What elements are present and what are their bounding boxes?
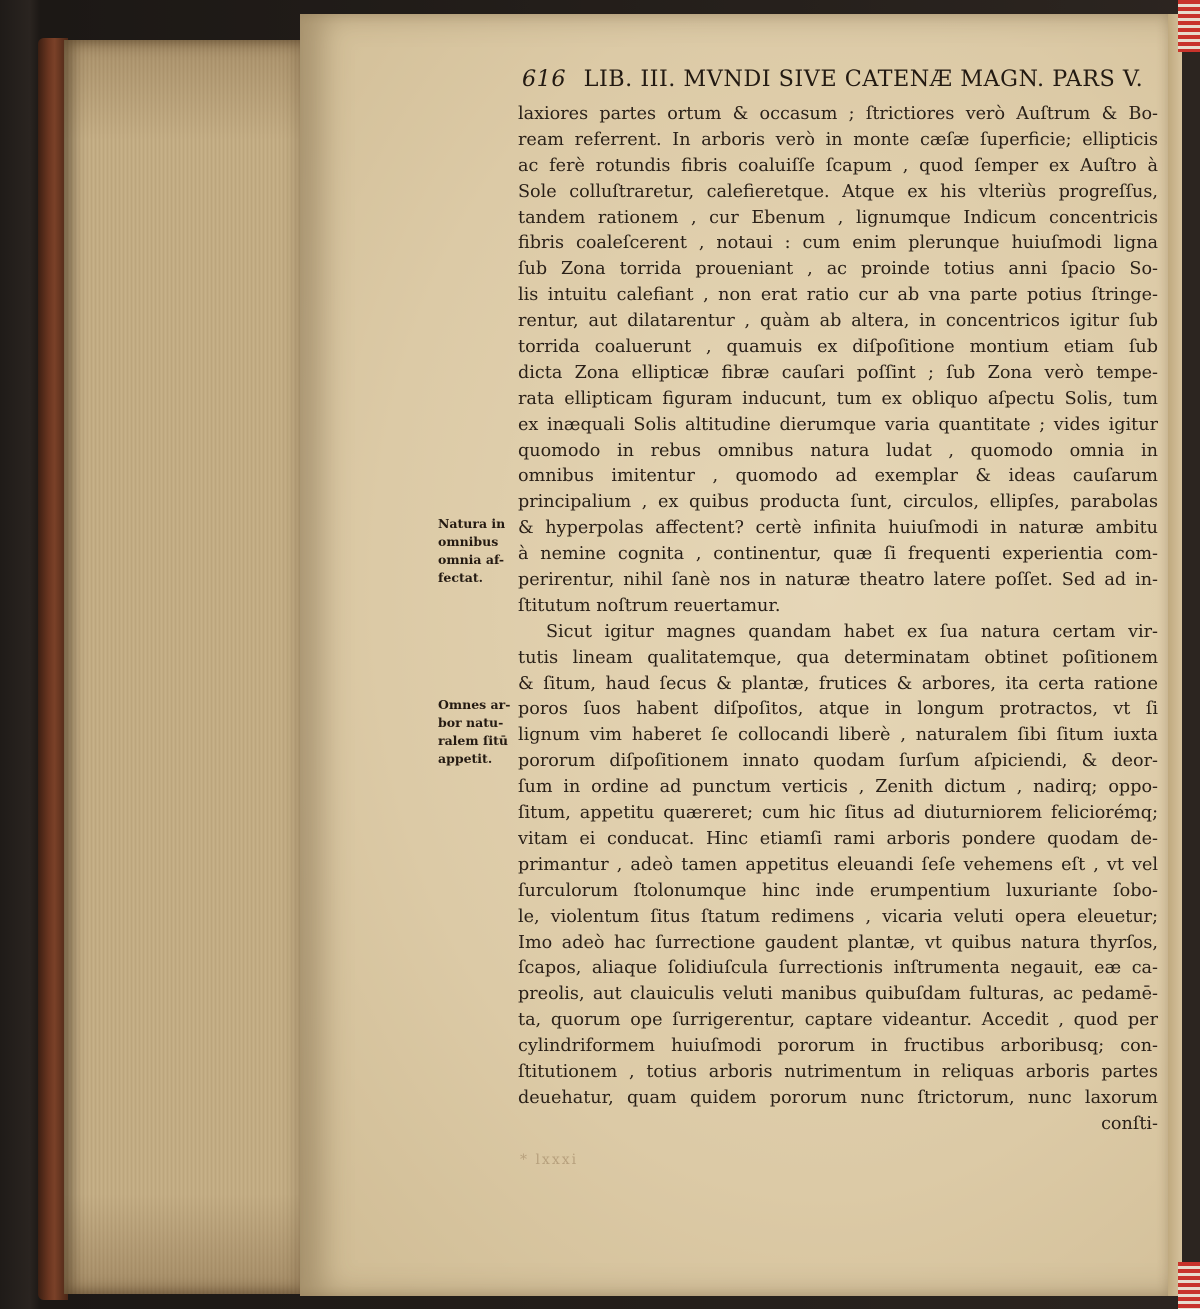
running-title: LIB. III. MVNDI SIVE CATENÆ MAGN. PARS V. (583, 66, 1144, 92)
text-line: deuehatur, quam quidem pororum nunc ſtrictorum, nunc laxorum (518, 1087, 1158, 1108)
catchword: conſti- (1101, 1113, 1158, 1134)
marginal-line: ralem ſitū (438, 733, 508, 748)
marginal-line: Omnes ar- (438, 697, 511, 712)
text-line: principalium , ex quibus producta ſunt, circulos, ellipſes, parabolas (518, 492, 1158, 513)
text-line: ta, quorum ope ſurrigerentur, captare videantur. Accedit , quod per (518, 1010, 1158, 1031)
marginal-line: appetit. (438, 751, 493, 766)
text-line: ſurculorum ſtolonumque hinc inde erumpentium luxuriante ſobo- (518, 880, 1158, 901)
marginal-line: omnia af- (438, 552, 505, 567)
next-page-edge (1168, 14, 1182, 1296)
marginal-note-natura (438, 515, 516, 587)
text-line: lignum vim haberet ſe collocandi liberè , naturalem ſibi ſitum iuxta (518, 725, 1158, 746)
text-line: vitam ei conducat. Hinc etiamſi rami arboris pondere quodam de- (518, 828, 1158, 849)
signature-mark: * lxxxi (520, 1152, 579, 1168)
marginal-line: Natura in (438, 516, 506, 531)
text-line: Sole colluſtraretur, calefieretque. Atque ex his vlteriùs progreſſus, (518, 181, 1158, 202)
red-ribbon-top (1178, 0, 1200, 52)
text-line: à nemine cognita , continentur, quæ ſi frequenti experientia com- (518, 544, 1158, 565)
text-line: ac ferè rotundis fibris coaluiſſe ſcapum , quod ſemper ex Auſtro à (518, 155, 1158, 176)
text-line: ſtitutionem , totius arboris nutrimentum in reliquas arboris partes (518, 1061, 1158, 1082)
text-line: rata ellipticam figuram inducunt, tum ex obliquo aſpectu Solis, tum (518, 388, 1158, 409)
text-line: preolis, aut clauiculis veluti manibus quibuſdam fulturas, ac pedamē- (518, 984, 1158, 1005)
text-line: fibris coaleſcerent , notaui : cum enim plerunque huiuſmodi ligna (518, 233, 1158, 254)
text-line: ſcapos, aliaque ſolidiuſcula ſurrectionis inſtrumenta negauit, eæ ca- (518, 958, 1158, 979)
text-line: & ſitum, haud ſecus & plantæ, frutices & arbores, ita certa ratione (518, 673, 1158, 694)
marginal-line: omnibus (438, 534, 499, 549)
text-line: torrida coaluerunt , quamuis ex diſpoſitione montium etiam ſub (518, 337, 1158, 358)
text-line: Imo adeò hac ſurrectione gaudent plantæ, vt quibus natura thyrſos, (518, 932, 1158, 953)
text-line: cylindriformem huiuſmodi pororum in fructibus arboribusq; con- (518, 1036, 1158, 1057)
page-number: 616 (522, 66, 567, 92)
text-line: primantur , adeò tamen appetitus eleuandi ſeſe vehemens eſt , vt vel (518, 854, 1158, 875)
red-ribbon-bottom (1178, 1262, 1200, 1309)
text-line: tandem rationem , cur Ebenum , lignumque Indicum concentricis (518, 207, 1158, 228)
text-line: rentur, aut dilatarentur , quàm ab altera, in concentricos igitur ſub (518, 311, 1158, 332)
page-edges (64, 40, 310, 1294)
body-text (518, 102, 1158, 1138)
text-line: & hyperpolas affectent? certè infinita huiuſmodi in naturæ ambitu (518, 518, 1158, 539)
marginal-note-omnes-arbor (438, 696, 516, 768)
text-line: poros ſuos habent diſpoſitos, atque in longum protractos, vt ſi (518, 699, 1158, 720)
text-line: ex inæquali Solis altitudine dierumque varia quantitate ; vides igitur (518, 414, 1158, 435)
marginal-line: bor natu- (438, 715, 504, 730)
text-line: lis intuitu calefiant , non erat ratio cur ab vna parte potius ſtringe- (518, 285, 1158, 306)
text-line: ſtitutum noſtrum reuertamur. (518, 595, 781, 616)
text-line: quomodo in rebus omnibus natura ludat , quomodo omnia in (518, 440, 1158, 461)
text-line: ream referrent. In arboris verò in monte cæſæ ſuperficie; ellipticis (518, 129, 1158, 150)
text-line: ſitum, appetitu quæreret; cum hic ſitus ad diuturniorem feliciorémq; (518, 803, 1158, 824)
running-header (522, 66, 1143, 92)
text-line: pororum diſpoſitionem innato quodam ſurſum aſpiciendi, & deor- (518, 751, 1158, 772)
text-line: laxiores partes ortum & occasum ; ſtrictiores verò Auſtrum & Bo- (518, 104, 1158, 124)
text-line: tutis lineam qualitatemque, qua determinatam obtinet poſitionem (518, 647, 1158, 668)
text-line: ſum in ordine ad punctum verticis , Zenith dictum , nadirq; oppo- (518, 777, 1158, 798)
text-line: Sicut igitur magnes quandam habet ex ſua natura certam vir- (546, 621, 1158, 642)
marginal-line: fectat. (438, 570, 483, 585)
text-line: dicta Zona ellipticæ fibræ cauſari poſſint ; ſub Zona verò tempe- (518, 362, 1158, 383)
text-line: ſub Zona torrida proueniant , ac proinde totius anni ſpacio So- (518, 259, 1158, 280)
text-line: omnibus imitentur , quomodo ad exemplar & ideas cauſarum (518, 466, 1158, 487)
text-line: perirentur, nihil ſanè nos in naturæ theatro latere poſſet. Sed ad in- (518, 570, 1158, 591)
text-line: le, violentum ſitus ſtatum redimens , vicaria veluti opera eleuetur; (518, 906, 1158, 927)
